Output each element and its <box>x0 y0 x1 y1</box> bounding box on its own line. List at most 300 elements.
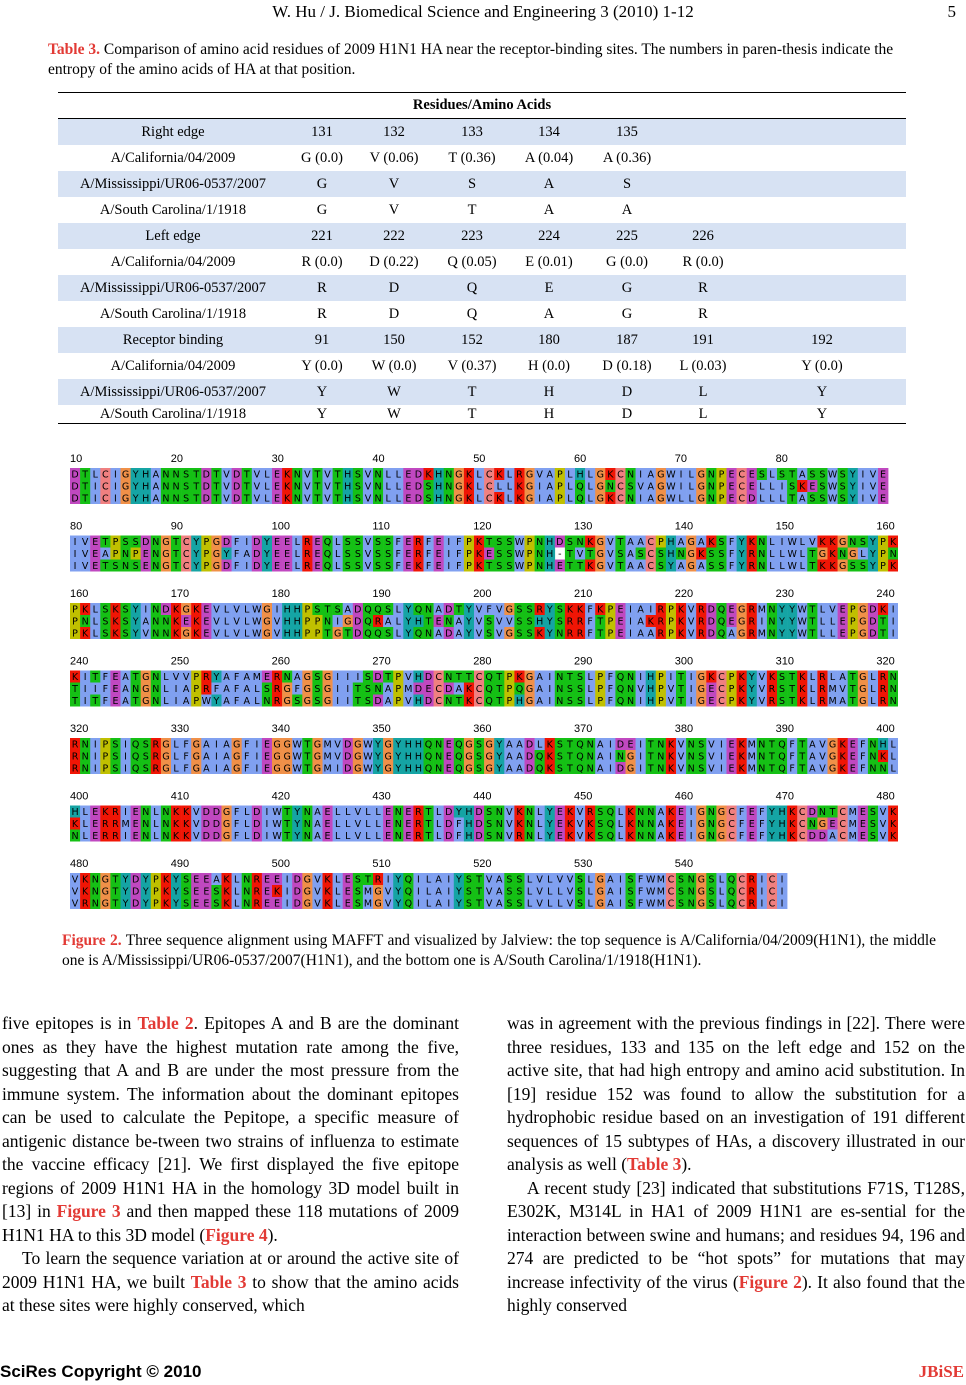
residue-letter: V <box>506 807 513 818</box>
residue-letter: L <box>587 469 593 481</box>
residue-letter: G <box>142 684 150 695</box>
residue-letter: I <box>639 751 643 763</box>
residue-letter: I <box>639 493 643 505</box>
residue-letter: N <box>556 684 564 695</box>
residue-letter: V <box>607 561 614 572</box>
residue-letter: L <box>244 819 250 830</box>
residue-letter: I <box>447 898 451 910</box>
residue-letter: G <box>263 604 271 616</box>
residue-letter: A <box>637 604 644 616</box>
residue-letter: Y <box>849 481 856 493</box>
residue-letter: N <box>687 751 695 763</box>
residue-letter: T <box>314 481 321 493</box>
residue-letter: Y <box>122 886 129 898</box>
residue-letter: G <box>859 684 867 695</box>
residue-letter: I <box>174 696 178 707</box>
residue-letter: P <box>466 561 472 572</box>
residue-letter: V <box>364 481 372 493</box>
position-tick-label: 90 <box>170 520 184 533</box>
residue-letter: L <box>82 831 88 842</box>
residue-letter: E <box>344 874 351 886</box>
residue-letter: E <box>284 561 291 572</box>
residue-letter: L <box>587 898 593 910</box>
residue-letter: Q <box>424 751 433 763</box>
table-cell: 152 <box>432 327 512 353</box>
residue-letter: S <box>516 898 523 910</box>
position-tick-label: 500 <box>271 858 290 870</box>
residue-letter: Q <box>374 604 382 616</box>
residue-letter: G <box>212 549 221 560</box>
residue-letter: T <box>809 616 816 628</box>
residue-letter: L <box>335 549 341 560</box>
residue-letter: I <box>619 898 622 910</box>
residue-letter: I <box>93 751 97 763</box>
residue-letter: W <box>666 493 676 505</box>
residue-letter: G <box>687 537 695 548</box>
residue-letter: A <box>223 672 230 683</box>
residue-letter: V <box>809 537 816 548</box>
residue-letter: D <box>414 493 423 505</box>
residue-letter: N <box>152 616 160 628</box>
residue-letter: P <box>597 672 604 683</box>
residue-letter: E <box>405 831 412 842</box>
footer-journal: JBiSE <box>918 1362 964 1381</box>
residue-letter: G <box>313 763 322 775</box>
residue-letter: E <box>748 831 755 842</box>
residue-letter: Q <box>455 763 463 775</box>
residue-letter: D <box>131 886 140 898</box>
residue-letter: R <box>697 616 705 628</box>
residue-letter: N <box>132 684 140 695</box>
residue-letter: F <box>395 549 401 560</box>
residue-letter: I <box>608 739 612 751</box>
residue-letter: R <box>657 616 665 628</box>
residue-letter: V <box>193 831 200 842</box>
residue-letter: S <box>122 604 129 616</box>
residue-letter: P <box>152 874 159 886</box>
residue-letter: R <box>516 469 523 481</box>
residue-letter: F <box>425 561 432 572</box>
residue-letter: N <box>758 549 766 560</box>
residue-letter: N <box>839 549 847 560</box>
residue-letter: N <box>626 684 635 695</box>
table-cell: A/California/04/2009 <box>110 357 236 374</box>
residue-letter: Q <box>576 739 584 751</box>
table-cell: A <box>543 305 555 322</box>
position-tick-label: 80 <box>775 453 788 465</box>
residue-letter: N <box>91 874 99 886</box>
residue-letter: Q <box>323 537 332 548</box>
residue-letter: Y <box>748 684 755 695</box>
residue-letter: C <box>738 898 745 910</box>
residue-letter: L <box>436 807 442 818</box>
residue-letter: E <box>425 684 432 695</box>
residue-letter: I <box>215 763 218 775</box>
residue-letter: A <box>637 616 644 628</box>
residue-letter: I <box>417 886 420 898</box>
residue-letter: T <box>284 819 291 830</box>
residue-letter: W <box>201 696 212 707</box>
residue-letter: V <box>879 831 887 842</box>
residue-letter: T <box>213 481 220 493</box>
residue-letter: I <box>861 481 865 493</box>
residue-letter: R <box>304 537 311 548</box>
table-row <box>58 249 906 275</box>
residue-letter: A <box>677 561 685 572</box>
residue-letter: E <box>274 537 281 548</box>
residue-letter: T <box>334 493 341 505</box>
residue-letter: K <box>162 898 170 910</box>
table-cell: D (0.18) <box>602 357 652 374</box>
residue-letter: E <box>274 493 281 505</box>
residue-letter: R <box>253 874 261 886</box>
residue-letter: D <box>293 898 301 910</box>
residue-letter: L <box>769 469 775 481</box>
table-cell: H <box>512 379 586 405</box>
residue-letter: N <box>394 831 402 842</box>
residue-letter: R <box>697 628 705 640</box>
residue-letter: L <box>476 469 482 481</box>
residue-letter: G <box>626 763 635 775</box>
residue-letter: V <box>869 481 877 493</box>
residue-letter: D <box>131 874 140 886</box>
residue-letter: V <box>607 537 614 548</box>
residue-letter: E <box>132 807 139 818</box>
text-run: was in agreement with the previous findings in [22]. There were three residues, 133 and 135 on the left edge and 152 on the active site, that had high entropy and amino acid substitution. In [19] residue 152 was found to allow the substitution for a hydrophobic residue based on an investigation of 191 different sequences of 15 subtypes of HAs, a discovery illustrated in our analysis as well ( <box>507 1013 965 1174</box>
residue-letter: G <box>596 549 604 560</box>
position-tick-label: 380 <box>674 723 694 735</box>
residue-letter: S <box>577 684 584 695</box>
residue-letter: F <box>860 751 866 763</box>
residue-letter: H <box>465 831 473 842</box>
residue-letter: E <box>92 549 99 560</box>
residue-letter: D <box>344 739 352 751</box>
residue-letter: P <box>395 672 402 683</box>
residue-letter: N <box>263 696 271 707</box>
residue-letter: L <box>173 739 179 751</box>
residue-letter: Y <box>132 604 139 616</box>
residue-letter: S <box>112 739 119 751</box>
residue-letter: K <box>587 537 594 548</box>
residue-letter: K <box>112 628 119 640</box>
residue-letter: I <box>114 493 117 505</box>
residue-letter: P <box>607 604 614 616</box>
table-cell: R (0.0) <box>301 253 343 270</box>
residue-letter: T <box>92 672 99 683</box>
residue-letter: W <box>666 469 676 481</box>
text-run: A recent study [23] indicated that substitutions F71S, T128S, E302K, M314L in HA1 of 2009 H1N1 are es-sential for the interaction between swine and humans; and residues 94, 196 and 274 are predicted to be “hot spots” for mutations that may increase infectivity of the virus ( <box>507 1177 965 1292</box>
residue-letter: N <box>808 819 816 830</box>
position-tick-label: 190 <box>372 588 391 600</box>
table-cell: 187 <box>586 327 668 353</box>
residue-letter: N <box>283 672 291 683</box>
residue-letter: C <box>839 819 846 830</box>
text-run: and then mapped these 118 mutations of 2009 H1N1 HA to this 3D model ( <box>2 1201 459 1245</box>
residue-letter: T <box>344 628 351 640</box>
residue-letter: N <box>869 739 877 751</box>
position-tick-label: 540 <box>674 858 694 870</box>
residue-letter: S <box>526 616 533 628</box>
residue-letter: I <box>285 898 289 910</box>
residue-letter: L <box>547 886 553 898</box>
residue-letter: K <box>102 807 109 818</box>
residue-letter: A <box>102 549 109 560</box>
residue-letter: L <box>476 493 482 505</box>
residue-letter: L <box>335 819 341 830</box>
residue-letter: K <box>789 819 796 830</box>
residue-letter: V <box>324 469 331 481</box>
residue-letter: K <box>71 672 79 683</box>
residue-letter: C <box>728 831 735 842</box>
residue-letter: T <box>476 886 482 898</box>
residue-letter: R <box>253 886 261 898</box>
residue-letter: L <box>587 886 593 898</box>
residue-letter: I <box>720 739 723 751</box>
residue-letter: N <box>586 751 594 763</box>
residue-letter: V <box>607 549 614 560</box>
residue-letter: K <box>284 469 291 481</box>
residue-letter: E <box>708 684 715 695</box>
position-tick-label: 480 <box>70 858 89 870</box>
residue-letter: K <box>566 604 574 616</box>
residue-letter: I <box>265 819 269 830</box>
residue-letter: F <box>728 549 735 560</box>
residue-letter: S <box>496 561 503 572</box>
residue-letter: D <box>212 831 221 842</box>
residue-letter: S <box>486 831 493 842</box>
residue-letter: T <box>455 696 462 707</box>
residue-letter: S <box>112 763 119 775</box>
residue-letter: W <box>252 628 262 640</box>
residue-letter: R <box>748 898 756 910</box>
residue-letter: D <box>344 763 352 775</box>
residue-letter: G <box>303 874 312 886</box>
residue-letter: S <box>627 898 634 910</box>
residue-letter: G <box>354 739 362 751</box>
residue-letter: Y <box>546 628 553 640</box>
residue-letter: G <box>596 481 604 493</box>
residue-letter: N <box>768 604 776 616</box>
table-cell <box>738 145 906 171</box>
residue-letter: Q <box>374 628 382 640</box>
residue-letter: Q <box>606 831 615 842</box>
residue-letter: R <box>748 549 756 560</box>
table-cell: L <box>668 405 738 424</box>
residue-letter: S <box>112 751 119 763</box>
residue-letter: L <box>395 493 401 505</box>
table-cell <box>738 223 906 249</box>
residue-letter: N <box>435 739 443 751</box>
residue-letter: I <box>619 874 622 886</box>
residue-letter: S <box>839 469 846 481</box>
residue-letter: P <box>668 628 674 640</box>
residue-letter: L <box>779 549 785 560</box>
residue-letter: P <box>556 493 563 505</box>
residue-letter: S <box>597 831 604 842</box>
residue-letter: Y <box>789 628 796 640</box>
residue-letter: T <box>567 672 573 683</box>
table-cell <box>738 119 906 146</box>
residue-letter: G <box>687 549 695 560</box>
residue-letter: Q <box>515 684 524 695</box>
residue-letter: N <box>889 549 897 560</box>
residue-letter: N <box>374 469 382 481</box>
residue-letter: D <box>142 537 150 548</box>
residue-letter: I <box>255 763 259 775</box>
position-tick-label: 10 <box>70 453 83 465</box>
residue-letter: G <box>121 481 130 493</box>
residue-letter: R <box>152 739 160 751</box>
residue-letter: L <box>819 604 826 616</box>
residue-letter: F <box>244 739 250 751</box>
residue-letter: V <box>556 874 564 886</box>
residue-letter: W <box>787 549 797 560</box>
residue-letter: Y <box>405 628 412 640</box>
residue-letter: N <box>81 763 89 775</box>
residue-letter: H <box>404 739 412 751</box>
residue-letter: Y <box>395 874 402 886</box>
residue-letter: N <box>687 874 695 886</box>
table-cell <box>738 197 906 223</box>
residue-letter: N <box>556 628 564 640</box>
table-cell: T <box>432 405 512 424</box>
text-run: To learn the sequence variation at or around the active site of 2009 H1N1 HA, we built <box>2 1248 459 1292</box>
residue-letter: Y <box>375 763 381 775</box>
residue-letter: N <box>445 481 453 493</box>
residue-letter: S <box>708 874 715 886</box>
residue-letter: K <box>162 886 170 898</box>
residue-letter: I <box>639 739 643 751</box>
residue-letter: P <box>880 561 886 572</box>
residue-letter: R <box>657 604 665 616</box>
table-cell <box>668 119 738 146</box>
residue-letter: V <box>71 898 79 910</box>
position-tick-label: 180 <box>271 588 290 600</box>
residue-letter: K <box>799 684 806 695</box>
residue-letter: T <box>112 898 119 910</box>
residue-letter: V <box>667 684 675 695</box>
residue-letter: R <box>253 898 261 910</box>
residue-letter: Y <box>455 886 462 898</box>
residue-letter: Y <box>142 874 149 886</box>
table-cell: A <box>621 201 633 218</box>
residue-letter: G <box>859 696 867 707</box>
residue-letter: R <box>71 751 79 763</box>
residue-letter: N <box>243 898 251 910</box>
table-cell: R <box>288 275 356 301</box>
residue-letter: L <box>375 831 381 842</box>
residue-letter: H <box>71 807 79 818</box>
residue-letter: N <box>647 819 655 830</box>
residue-letter: L <box>254 696 260 707</box>
position-tick-label: 220 <box>674 588 694 600</box>
residue-letter: L <box>496 481 502 493</box>
figure-caption-label: Figure 2. <box>62 932 122 949</box>
residue-letter: N <box>647 831 655 842</box>
residue-letter: A <box>536 684 543 695</box>
residue-letter: E <box>193 898 200 910</box>
residue-letter: S <box>476 739 483 751</box>
residue-letter: Q <box>576 763 584 775</box>
residue-letter: K <box>172 604 180 616</box>
residue-letter: E <box>324 807 331 818</box>
residue-letter: A <box>314 831 321 842</box>
residue-letter: N <box>525 807 534 818</box>
residue-letter: L <box>557 886 563 898</box>
residue-letter: L <box>264 469 270 481</box>
residue-letter: N <box>647 807 655 818</box>
residue-letter: L <box>345 831 351 842</box>
residue-letter: I <box>780 481 784 493</box>
residue-letter: K <box>829 537 836 548</box>
residue-letter: A <box>152 481 160 493</box>
residue-letter: D <box>293 886 301 898</box>
residue-letter: I <box>336 672 340 683</box>
residue-letter: K <box>496 493 503 505</box>
residue-letter: K <box>172 819 180 830</box>
residue-letter: G <box>263 616 271 628</box>
residue-letter: L <box>244 616 250 628</box>
residue-letter: D <box>222 561 231 572</box>
residue-letter: P <box>102 739 109 751</box>
residue-letter: L <box>395 616 401 628</box>
residue-letter: I <box>780 537 784 548</box>
residue-letter: Y <box>264 537 270 548</box>
residue-letter: N <box>768 628 776 640</box>
residue-letter: L <box>526 898 533 910</box>
residue-letter: E <box>728 751 735 763</box>
residue-letter: N <box>91 898 99 910</box>
residue-letter: L <box>335 831 341 842</box>
residue-letter: L <box>829 672 836 683</box>
residue-letter: C <box>738 886 745 898</box>
residue-letter: V <box>71 874 79 886</box>
residue-letter: E <box>486 549 493 560</box>
residue-letter: N <box>536 549 544 560</box>
residue-letter: V <box>879 819 887 830</box>
residue-letter: K <box>172 831 180 842</box>
residue-letter: K <box>667 763 675 775</box>
figure-caption <box>62 931 936 971</box>
residue-letter: I <box>720 763 723 775</box>
residue-letter: V <box>677 763 685 775</box>
residue-letter: G <box>465 739 473 751</box>
residue-letter: P <box>526 537 533 548</box>
residue-letter: H <box>293 616 301 628</box>
residue-letter: S <box>142 751 149 763</box>
residue-letter: D <box>525 763 534 775</box>
residue-letter: A <box>677 537 685 548</box>
residue-letter: G <box>121 469 130 481</box>
residue-letter: E <box>92 561 99 572</box>
residue-letter: G <box>232 763 241 775</box>
residue-letter: V <box>536 898 543 910</box>
residue-letter: R <box>748 628 756 640</box>
residue-letter: D <box>424 672 433 683</box>
residue-letter: S <box>839 481 846 493</box>
residue-letter: Y <box>738 561 745 572</box>
residue-letter: Y <box>395 739 402 751</box>
table-cell: 192 <box>738 327 906 353</box>
residue-letter: S <box>819 469 826 481</box>
residue-letter: A <box>698 537 705 548</box>
residue-letter: Y <box>546 604 553 616</box>
table-row <box>58 379 906 405</box>
residue-letter: A <box>809 763 816 775</box>
residue-letter: L <box>395 628 401 640</box>
residue-letter: H <box>283 628 291 640</box>
position-tick-label: 470 <box>775 790 794 803</box>
